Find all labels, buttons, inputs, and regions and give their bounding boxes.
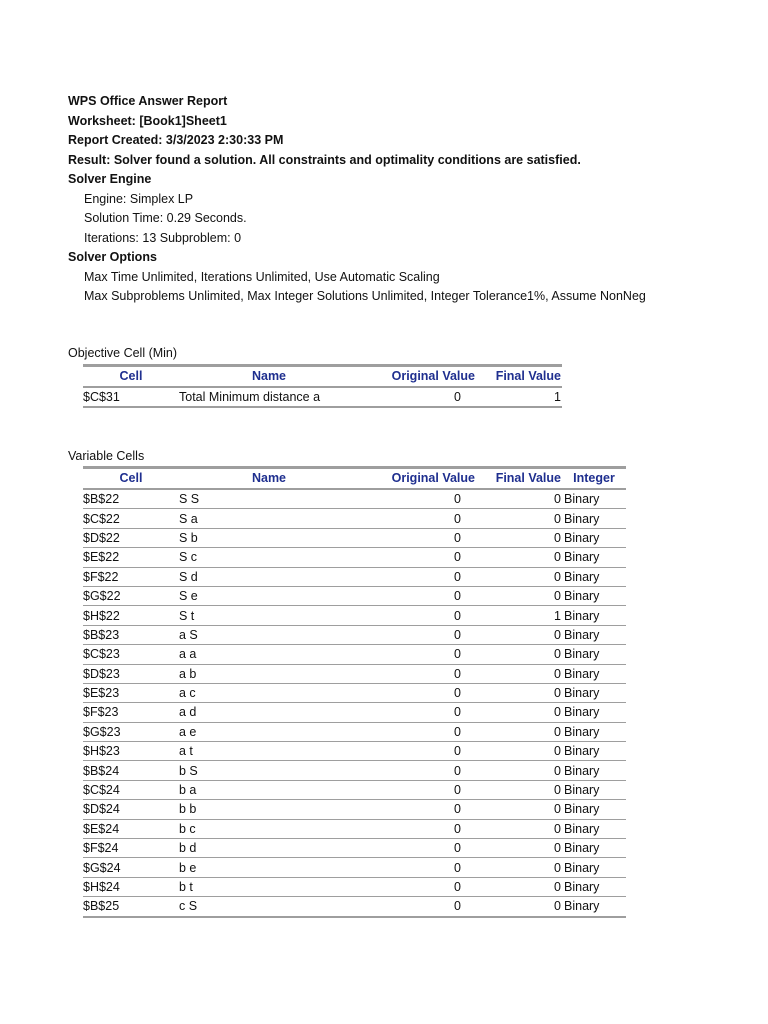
row-final-value: 0 <box>475 528 562 547</box>
row-name: b d <box>179 839 359 858</box>
row-name: c S <box>179 897 359 917</box>
report-title: WPS Office Answer Report <box>68 94 228 108</box>
table-row <box>83 509 626 528</box>
row-original-value: 0 <box>359 645 475 664</box>
row-original-value: 0 <box>359 877 475 896</box>
row-final-value: 0 <box>475 742 562 761</box>
solution-time-line: Solution Time: 0.29 Seconds. <box>84 211 247 225</box>
table-row <box>83 800 626 819</box>
row-cell-ref: $C$23 <box>83 645 179 664</box>
row-integer-type: Binary <box>562 761 626 780</box>
row-cell-ref: $D$23 <box>83 664 179 683</box>
row-cell-ref: $E$23 <box>83 683 179 702</box>
row-original-value: 0 <box>359 586 475 605</box>
row-original-value: 0 <box>359 800 475 819</box>
row-integer-type: Binary <box>562 780 626 799</box>
solver-engine-heading: Solver Engine <box>68 172 152 186</box>
variables-header-row <box>83 468 626 490</box>
row-original-value: 0 <box>359 703 475 722</box>
table-row <box>83 664 626 683</box>
row-name: b a <box>179 780 359 799</box>
table-row <box>83 625 626 644</box>
row-integer-type: Binary <box>562 877 626 896</box>
row-original-value: 0 <box>359 839 475 858</box>
row-cell-ref: $F$24 <box>83 839 179 858</box>
row-final-value: 0 <box>475 780 562 799</box>
row-integer-type: Binary <box>562 509 626 528</box>
table-row <box>83 819 626 838</box>
objective-name: Total Minimum distance a <box>179 387 359 407</box>
row-integer-type: Binary <box>562 819 626 838</box>
row-integer-type: Binary <box>562 489 626 509</box>
row-name: b e <box>179 858 359 877</box>
row-cell-ref: $G$22 <box>83 586 179 605</box>
row-cell-ref: $D$24 <box>83 800 179 819</box>
row-integer-type: Binary <box>562 742 626 761</box>
row-cell-ref: $B$25 <box>83 897 179 917</box>
row-cell-ref: $B$23 <box>83 625 179 644</box>
row-integer-type: Binary <box>562 897 626 917</box>
table-row <box>83 761 626 780</box>
objective-row <box>83 387 562 407</box>
row-integer-type: Binary <box>562 703 626 722</box>
variable-cells-label: Variable Cells <box>68 449 145 463</box>
row-original-value: 0 <box>359 819 475 838</box>
row-name: S d <box>179 567 359 586</box>
row-cell-ref: $B$22 <box>83 489 179 509</box>
objective-cell-ref: $C$31 <box>83 387 179 407</box>
row-integer-type: Binary <box>562 528 626 547</box>
row-integer-type: Binary <box>562 858 626 877</box>
iterations-line: Iterations: 13 Subproblem: 0 <box>84 230 242 245</box>
row-final-value: 0 <box>475 877 562 896</box>
objective-cell-label: Objective Cell (Min) <box>68 346 178 360</box>
row-cell-ref: $E$24 <box>83 819 179 838</box>
row-original-value: 0 <box>359 606 475 625</box>
row-original-value: 0 <box>359 567 475 586</box>
table-row <box>83 586 626 605</box>
row-integer-type: Binary <box>562 839 626 858</box>
header-name: Name <box>179 366 359 388</box>
row-cell-ref: $G$24 <box>83 858 179 877</box>
row-original-value: 0 <box>359 683 475 702</box>
row-name: S e <box>179 586 359 605</box>
row-final-value: 0 <box>475 761 562 780</box>
row-cell-ref: $G$23 <box>83 722 179 741</box>
row-cell-ref: $H$24 <box>83 877 179 896</box>
row-final-value: 0 <box>475 489 562 509</box>
options-line-2: Max Subproblems Unlimited, Max Integer Solutions Unlimited, Integer Tolerance1%, Assume NonNeg <box>84 289 646 303</box>
table-row <box>83 897 626 917</box>
row-name: b t <box>179 877 359 896</box>
row-name: S b <box>179 528 359 547</box>
header-name: Name <box>179 468 359 490</box>
table-row <box>83 703 626 722</box>
row-final-value: 0 <box>475 586 562 605</box>
row-name: a t <box>179 742 359 761</box>
solver-options-heading: Solver Options <box>68 250 157 264</box>
row-final-value: 0 <box>475 858 562 877</box>
row-name: a a <box>179 645 359 664</box>
row-final-value: 0 <box>475 548 562 567</box>
row-integer-type: Binary <box>562 586 626 605</box>
row-final-value: 0 <box>475 509 562 528</box>
row-name: a b <box>179 664 359 683</box>
row-integer-type: Binary <box>562 683 626 702</box>
row-original-value: 0 <box>359 548 475 567</box>
table-row <box>83 645 626 664</box>
row-name: S S <box>179 489 359 509</box>
table-row <box>83 839 626 858</box>
row-integer-type: Binary <box>562 625 626 644</box>
row-final-value: 0 <box>475 645 562 664</box>
row-cell-ref: $H$22 <box>83 606 179 625</box>
row-original-value: 0 <box>359 897 475 917</box>
header-integer: Integer <box>562 468 626 490</box>
objective-table <box>83 364 562 408</box>
row-final-value: 1 <box>475 606 562 625</box>
row-name: S a <box>179 509 359 528</box>
row-final-value: 0 <box>475 722 562 741</box>
row-name: S c <box>179 548 359 567</box>
row-name: b c <box>179 819 359 838</box>
row-original-value: 0 <box>359 528 475 547</box>
row-cell-ref: $E$22 <box>83 548 179 567</box>
header-original-value: Original Value <box>359 468 475 490</box>
objective-final-value: 1 <box>475 387 562 407</box>
header-final-value: Final Value <box>475 468 562 490</box>
report-created-line: Report Created: 3/3/2023 2:30:33 PM <box>68 133 284 147</box>
row-final-value: 0 <box>475 703 562 722</box>
row-original-value: 0 <box>359 509 475 528</box>
objective-original-value: 0 <box>359 387 475 407</box>
row-name: a e <box>179 722 359 741</box>
row-original-value: 0 <box>359 742 475 761</box>
table-row <box>83 742 626 761</box>
table-row <box>83 528 626 547</box>
row-final-value: 0 <box>475 800 562 819</box>
objective-header-row <box>83 366 562 388</box>
row-integer-type: Binary <box>562 722 626 741</box>
table-row <box>83 877 626 896</box>
row-final-value: 0 <box>475 819 562 838</box>
row-cell-ref: $C$22 <box>83 509 179 528</box>
table-row <box>83 606 626 625</box>
row-name: a d <box>179 703 359 722</box>
row-integer-type: Binary <box>562 606 626 625</box>
result-line: Result: Solver found a solution. All constraints and optimality conditions are satisfied. <box>68 152 581 167</box>
row-name: a c <box>179 683 359 702</box>
row-name: S t <box>179 606 359 625</box>
table-row <box>83 858 626 877</box>
variable-cells-table <box>83 466 626 918</box>
row-name: a S <box>179 625 359 644</box>
row-cell-ref: $F$22 <box>83 567 179 586</box>
row-final-value: 0 <box>475 664 562 683</box>
row-cell-ref: $D$22 <box>83 528 179 547</box>
row-name: b S <box>179 761 359 780</box>
table-row <box>83 548 626 567</box>
row-original-value: 0 <box>359 780 475 799</box>
row-original-value: 0 <box>359 664 475 683</box>
row-cell-ref: $C$24 <box>83 780 179 799</box>
row-cell-ref: $B$24 <box>83 761 179 780</box>
row-final-value: 0 <box>475 625 562 644</box>
row-integer-type: Binary <box>562 800 626 819</box>
report-header <box>68 92 650 307</box>
row-cell-ref: $H$23 <box>83 742 179 761</box>
engine-line: Engine: Simplex LP <box>84 191 194 206</box>
table-row <box>83 567 626 586</box>
table-row <box>83 722 626 741</box>
row-final-value: 0 <box>475 839 562 858</box>
row-original-value: 0 <box>359 858 475 877</box>
row-integer-type: Binary <box>562 567 626 586</box>
row-final-value: 0 <box>475 897 562 917</box>
worksheet-line: Worksheet: [Book1]Sheet1 <box>68 113 227 128</box>
table-row <box>83 683 626 702</box>
header-cell: Cell <box>83 366 179 388</box>
table-row <box>83 489 626 509</box>
row-cell-ref: $F$23 <box>83 703 179 722</box>
row-original-value: 0 <box>359 761 475 780</box>
row-original-value: 0 <box>359 489 475 509</box>
row-original-value: 0 <box>359 722 475 741</box>
row-final-value: 0 <box>475 567 562 586</box>
row-integer-type: Binary <box>562 548 626 567</box>
row-integer-type: Binary <box>562 664 626 683</box>
row-integer-type: Binary <box>562 645 626 664</box>
header-cell: Cell <box>83 468 179 490</box>
header-final-value: Final Value <box>475 366 562 388</box>
row-final-value: 0 <box>475 683 562 702</box>
header-original-value: Original Value <box>359 366 475 388</box>
row-name: b b <box>179 800 359 819</box>
options-line-1: Max Time Unlimited, Iterations Unlimited, Use Automatic Scaling <box>84 269 440 284</box>
row-original-value: 0 <box>359 625 475 644</box>
table-row <box>83 780 626 799</box>
